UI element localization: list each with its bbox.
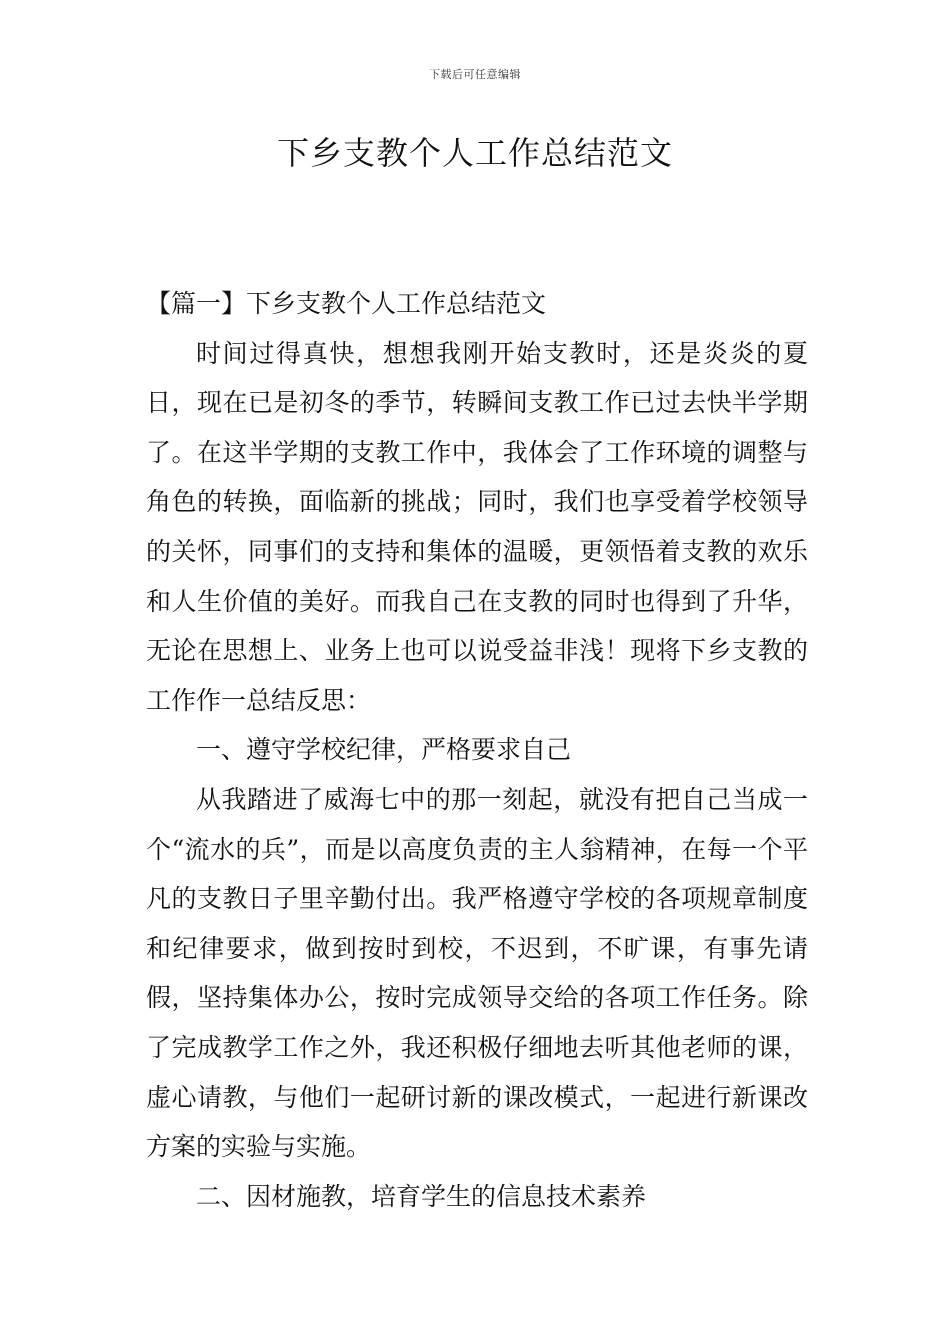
paragraph-intro: 时间过得真快，想想我刚开始支教时，还是炎炎的夏日，现在已是初冬的季节，转瞬间支教工作已过去快半学期了。在这半学期的支教工作中，我体会了工作环境的调整与角色的转换，面临新的挑战；同时，我们也享受着学校领导的关怀，同事们的支持和集体的温暖，更领悟着支教的欢乐和人生价值的美好。而我自己在支教的同时也得到了升华，无论在思想上、业务上也可以说受益非浅！现将下乡支教的工作作一总结反思： — [146, 338, 808, 715]
subheading-discipline: 一、遵守学校纪律，严格要求自己 — [196, 735, 572, 765]
section-heading: 【篇一】下乡支教个人工作总结范文 — [146, 289, 547, 318]
header-note: 下载后可任意编辑 — [429, 68, 521, 81]
document-body — [146, 279, 808, 1221]
paragraph-discipline: 从我踏进了威海七中的那一刻起，就没有把自己当成一个“流水的兵”，而是以高度负责的主人翁精神，在每一个平凡的支教日子里辛勤付出。我严格遵守学校的各项规章制度和纪律要求，做到按时到校，不迟到，不旷课，有事先请假，坚持集体办公，按时完成领导交给的各项工作任务。除了完成教学工作之外，我还积极仔细地去听其他老师的课，虚心请教，与他们一起研讨新的课改模式，一起进行新课改方案的实验与实施。 — [146, 784, 808, 1162]
document-title: 下乡支教个人工作总结范文 — [276, 134, 673, 172]
subheading-teaching: 二、因材施教，培育学生的信息技术素养 — [196, 1181, 647, 1211]
